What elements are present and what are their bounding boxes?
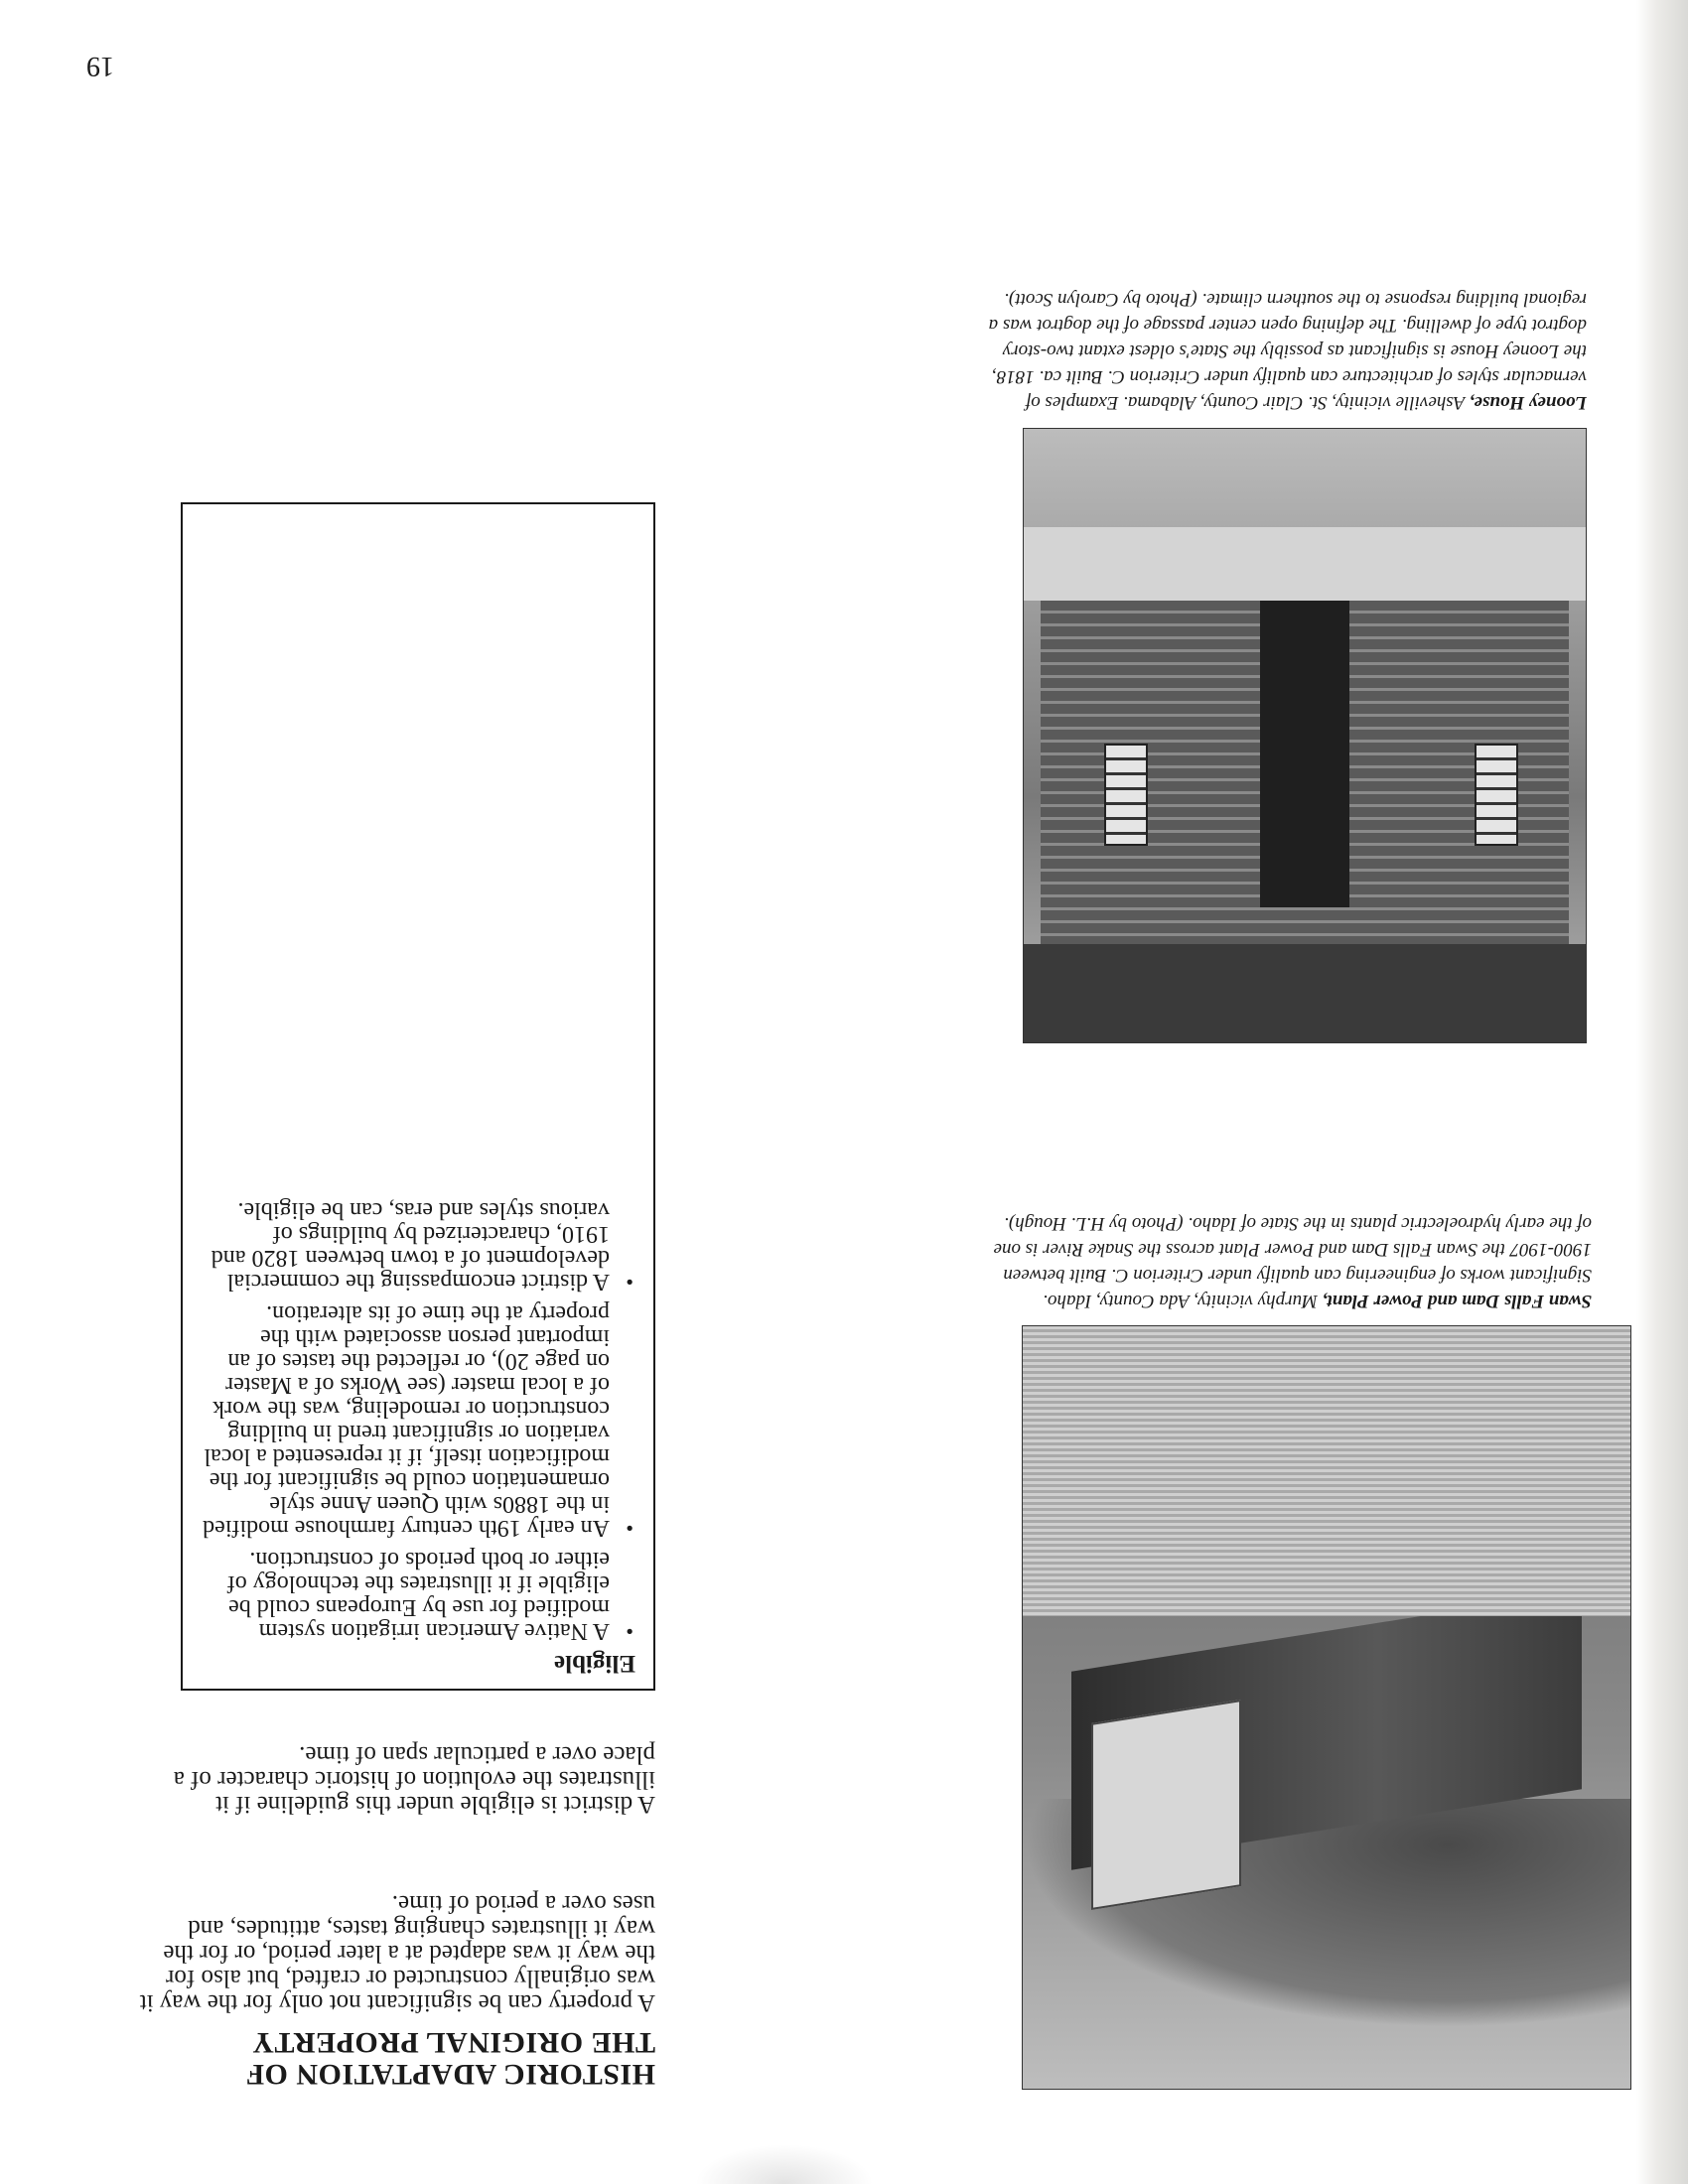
photo-window: [1475, 744, 1518, 846]
photo-porch: [1024, 527, 1586, 601]
eligible-examples-box: [181, 502, 655, 1691]
eligible-item: • A Native American irrigation system modified for use by Europeans could be eligible if it illustrates the technology of either or both periods of construction.: [201, 1548, 635, 1643]
caption-text: Asheville vicinity, St. Clair County, Alabama. Examples of vernacular styles of architecture can qualify under Criterion C. Built ca. 1818, the Looney House is significant as possibly the State's oldest extant two-story dogtrot type of dwelling. The defining open center passage of the dogtrot was a regional building response to the southern climate. (Photo by Carolyn Scott).: [988, 289, 1587, 413]
caption-text: Murphy vicinity, Ada County, Idaho. Significant works of engineering can qualify under Criterion C. Built between 1900-1907 the Swan Falls Dam and Power Plant across the Snake River is one of the early hydroelectric plants in the State of Idaho. (Photo by H.L. Hough).: [993, 1213, 1592, 1311]
swan-falls-caption: [982, 1210, 1592, 1313]
page-number: 19: [86, 51, 114, 81]
photo-dogtrot-passage: [1260, 601, 1350, 907]
eligible-list: [201, 1198, 635, 1643]
photo-window: [1104, 744, 1148, 846]
eligible-item: • An early 19th century farmhouse modified in the 1880s with Queen Anne style ornamentation could be significant for the modification itself, if it represented a local variation or significant trend in building construction or remodeling, was the work of a local master (see Works of a Master on page 20), or reflected the tastes of an important person associated with the property at the time of its alteration.: [201, 1301, 635, 1540]
photo-power-plant: [1091, 1700, 1241, 1910]
photo-river: [1023, 1326, 1630, 1616]
heading-line-1: HISTORIC ADAPTATION OF: [245, 2058, 655, 2091]
eligible-item: • A district encompassing the commercial development of a town between 1820 and 1910, characterized by buildings of various styles and eras, can be eligible.: [201, 1198, 635, 1294]
looney-house-photo: [1023, 428, 1587, 1043]
body-paragraph-2: A district is eligible under this guideline if it illustrates the evolution of historic character of a place over a particular span of time.: [173, 1741, 655, 1818]
looney-house-caption: [977, 286, 1587, 415]
photo-roof: [1024, 944, 1586, 1042]
caption-title: Looney House,: [1469, 392, 1587, 413]
heading-line-2: THE ORIGINAL PROPERTY: [251, 2026, 655, 2059]
swan-falls-dam-photo: [1022, 1325, 1631, 2090]
scan-edge-shadow: [1636, 0, 1688, 2184]
scan-fold-mark: [695, 2144, 874, 2184]
eligible-title: Eligible: [554, 1650, 635, 1677]
caption-title: Swan Falls Dam and Power Plant,: [1322, 1291, 1592, 1311]
body-paragraph-1: A property can be significant not only for the way it was originally constructed or crafted, but also for the way it was adapted at a later period, or for the way it illustrates changing tastes, attitudes, and uses over a period of time.: [139, 1890, 655, 2016]
section-heading: [79, 2026, 655, 2090]
